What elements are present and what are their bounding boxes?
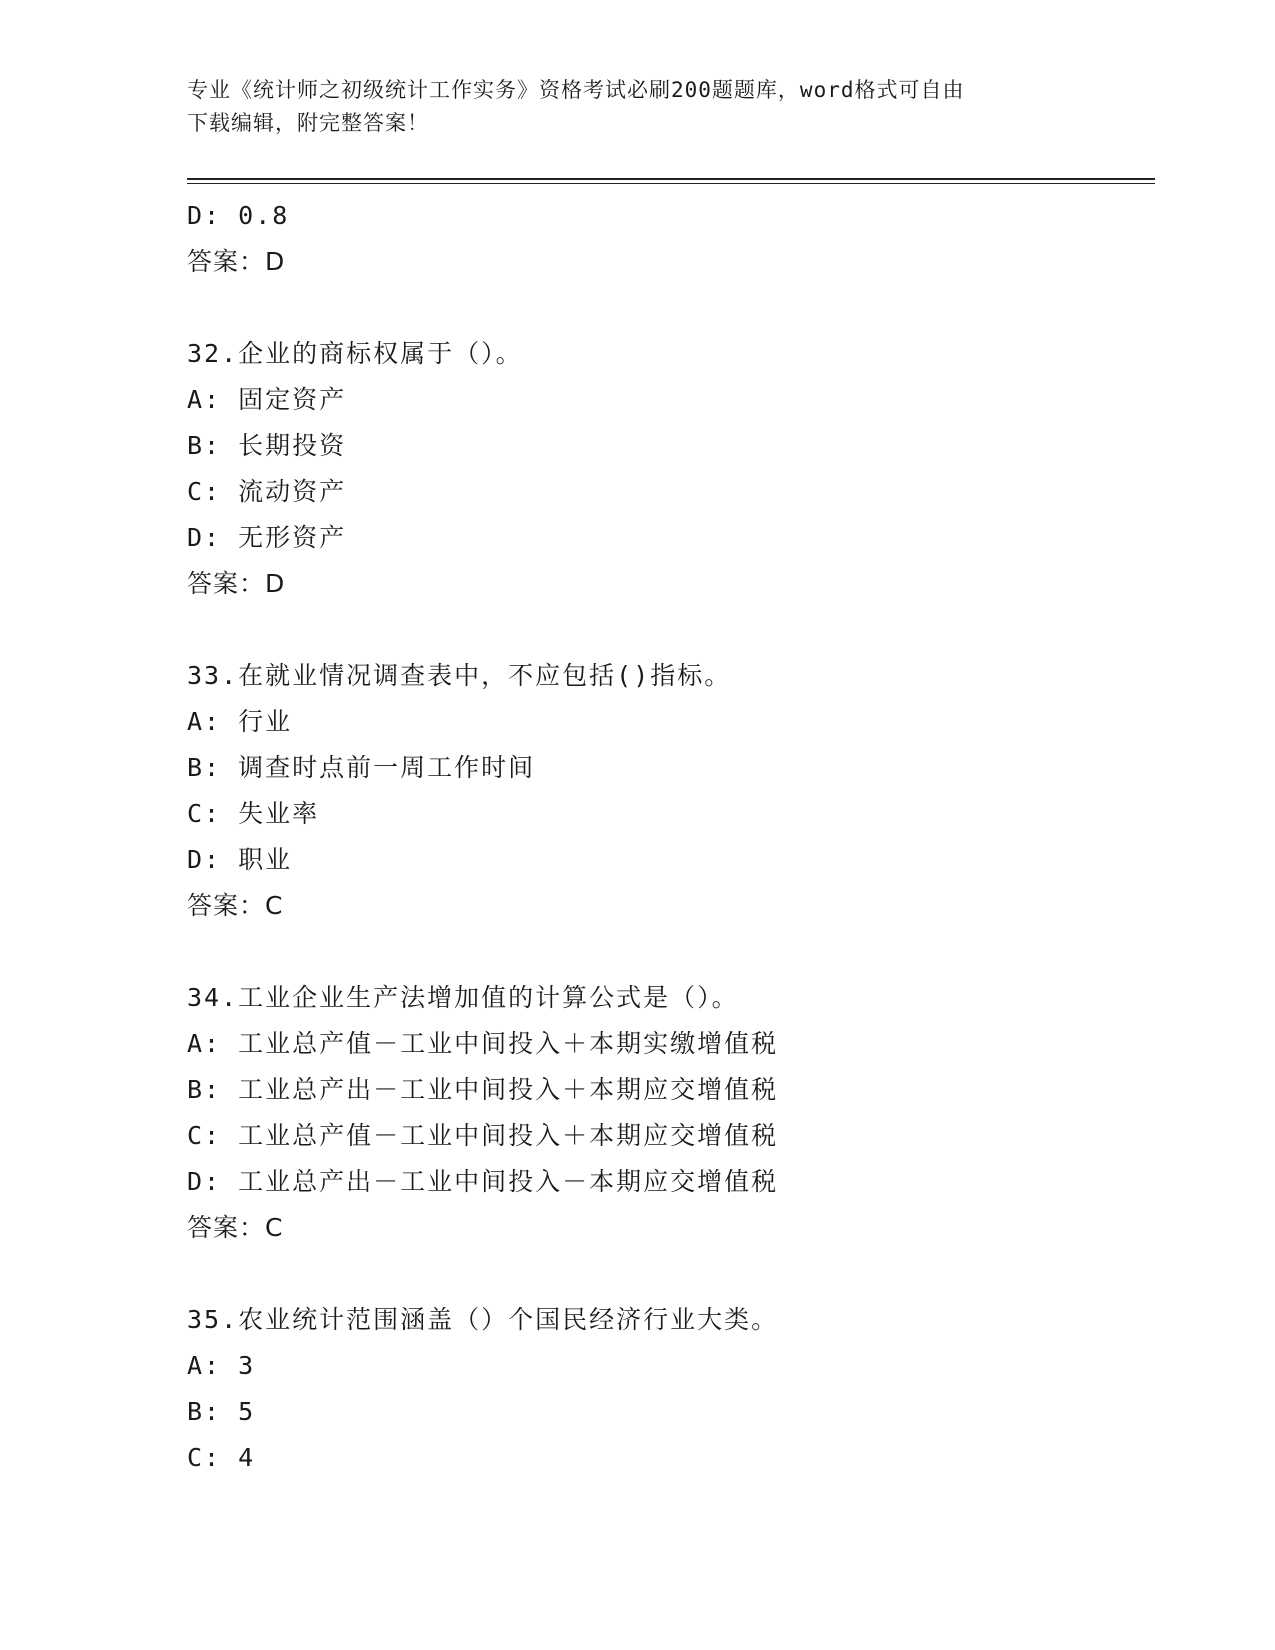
answer-line: 答案：D [187, 569, 286, 598]
option-line: A: 3 [187, 1351, 256, 1380]
question-stem: 35.农业统计范围涵盖（）个国民经济行业大类。 [187, 1305, 779, 1334]
header-divider-thick [187, 178, 1155, 180]
document-header [187, 74, 1067, 140]
question-block [187, 975, 1155, 1251]
header-line-2: 下载编辑，附完整答案！ [187, 111, 429, 135]
option-line: B: 工业总产出－工业中间投入＋本期应交增值税 [187, 1075, 779, 1104]
option-line: D: 0.8 [187, 201, 290, 230]
option-line: C: 工业总产值－工业中间投入＋本期应交增值税 [187, 1121, 779, 1150]
header-line-1: 专业《统计师之初级统计工作实务》资格考试必刷200题题库，word格式可自由 [187, 78, 965, 102]
question-stem: 33.在就业情况调查表中，不应包括()指标。 [187, 661, 732, 690]
option-line: C: 4 [187, 1443, 256, 1472]
option-line: B: 长期投资 [187, 431, 347, 460]
option-line: D: 职业 [187, 845, 293, 874]
spacer [187, 607, 1155, 653]
question-list [187, 193, 1155, 1481]
question-block [187, 653, 1155, 929]
option-line: A: 工业总产值－工业中间投入＋本期实缴增值税 [187, 1029, 779, 1058]
question-block [187, 1297, 1155, 1481]
spacer [187, 1251, 1155, 1297]
question-stem: 32.企业的商标权属于（）。 [187, 339, 523, 368]
spacer [187, 929, 1155, 975]
spacer [187, 285, 1155, 331]
question-stem: 34.工业企业生产法增加值的计算公式是（）。 [187, 983, 739, 1012]
option-line: A: 行业 [187, 707, 293, 736]
option-line: B: 5 [187, 1397, 256, 1426]
answer-line: 答案：C [187, 1213, 284, 1242]
option-line: D: 工业总产出－工业中间投入－本期应交增值税 [187, 1167, 779, 1196]
answer-line: 答案：D [187, 247, 286, 276]
header-divider-thin [187, 183, 1155, 184]
answer-line: 答案：C [187, 891, 284, 920]
option-line: D: 无形资产 [187, 523, 347, 552]
option-line: A: 固定资产 [187, 385, 347, 414]
option-line: C: 流动资产 [187, 477, 347, 506]
question-block [187, 331, 1155, 607]
option-line: B: 调查时点前一周工作时间 [187, 753, 536, 782]
option-line: C: 失业率 [187, 799, 320, 828]
